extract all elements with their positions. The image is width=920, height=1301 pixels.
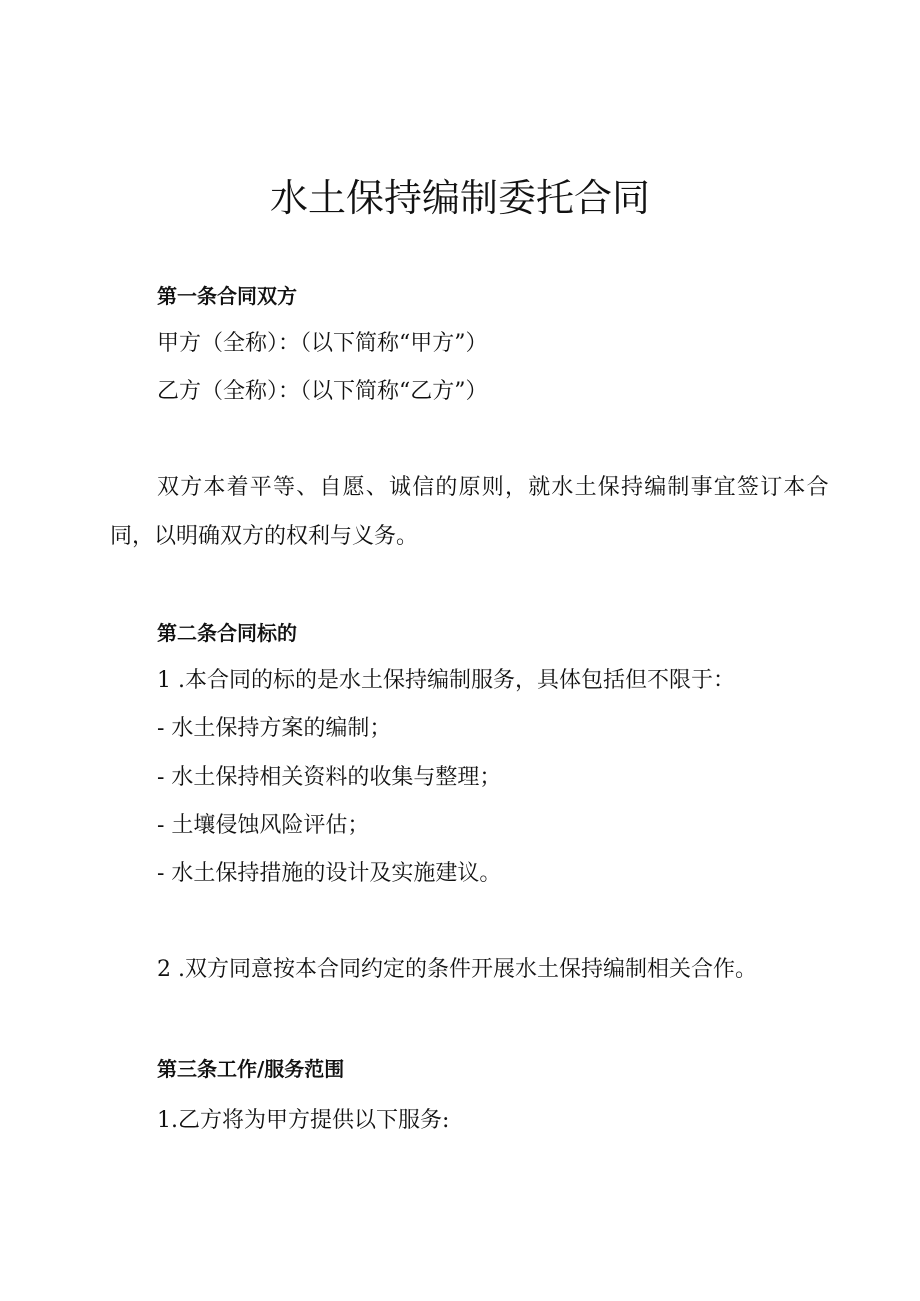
intro-paragraph-line-1: 双方本着平等、自愿、诚信的原则，就水土保持编制事宜签订本合 (157, 475, 830, 500)
intro-paragraph-line-2: 同，以明确双方的权利与义务。 (110, 524, 419, 549)
section-2-item-2: 2 .双方同意按本合同约定的条件开展水土保持编制相关合作。 (157, 957, 757, 982)
document-title: 水土保持编制委托合同 (269, 176, 650, 220)
section-1-heading: 第一条合同双方 (157, 284, 297, 308)
section-2-item-1: 1 .本合同的标的是水土保持编制服务，具体包括但不限于： (157, 668, 735, 693)
section-2-heading: 第二条合同标的 (157, 621, 297, 645)
section-2-bullet: - 水土保持措施的设计及实施建议。 (157, 861, 502, 886)
section-3-heading: 第三条工作/服务范围 (157, 1057, 345, 1081)
section-2-bullet: - 水土保持相关资料的收集与整理； (157, 765, 502, 790)
section-2-bullet: - 土壤侵蚀风险评估； (157, 813, 370, 838)
party-b-line: 乙方（全称）：（以下简称“乙方”） (157, 379, 488, 404)
party-a-line: 甲方（全称）：（以下简称“甲方”） (157, 331, 488, 356)
section-3-item-1: 1.乙方将为甲方提供以下服务: (157, 1108, 450, 1133)
section-2-bullet: - 水土保持方案的编制； (157, 716, 392, 741)
